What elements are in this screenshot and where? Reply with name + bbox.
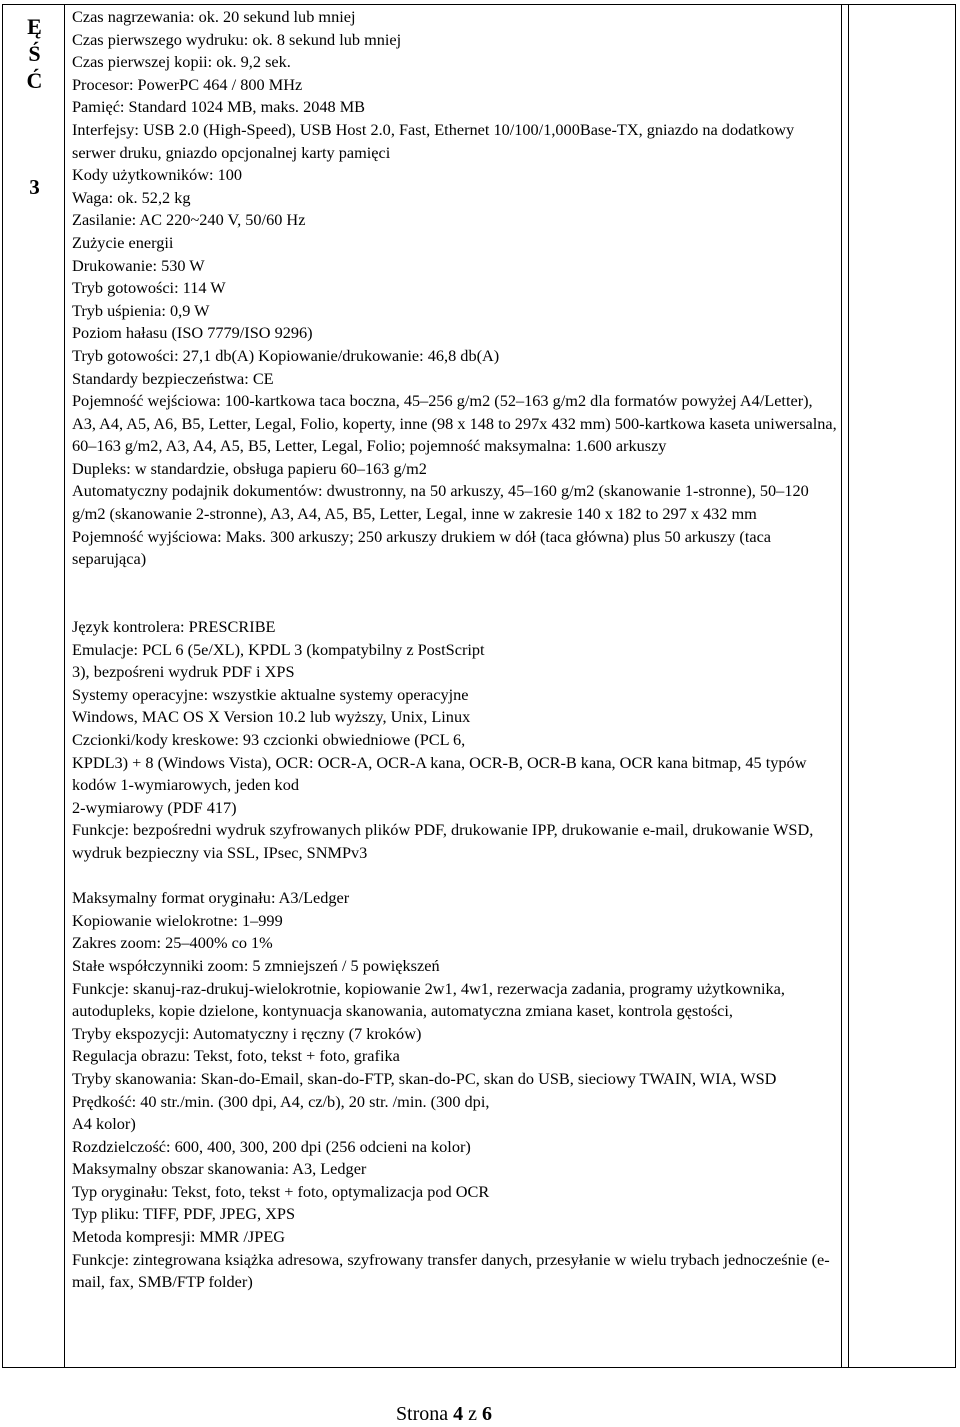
footer-sep: z [468, 1403, 478, 1425]
spec-line: Prędkość: 40 str./min. (300 dpi, A4, cz/b), 20 str. /min. (300 dpi, [72, 1091, 490, 1111]
spec-line: Maksymalny obszar skanowania: A3, Ledger [72, 1159, 367, 1179]
spec-line: Dupleks: w standardzie, obsługa papieru 60‒163 g/m2 [72, 458, 427, 478]
spec-line: Procesor: PowerPC 464 / 800 MHz [72, 74, 303, 94]
spec-line: Funkcje: bezpośredni wydruk szyfrowanych plików PDF, drukowanie IPP, drukowanie e-mail, drukowanie WSD, wydruk bezpieczny via SSL, IPsec, SNMPv3 [72, 820, 814, 862]
spec-line: A4 kolor) [72, 1114, 136, 1134]
spec-line: Poziom hałasu (ISO 7779/ISO 9296) [72, 323, 313, 343]
spec-text [72, 6, 838, 1294]
spec-line: Kody użytkowników: 100 [72, 165, 243, 185]
spec-block-printer [72, 616, 838, 865]
footer-page: 4 [453, 1403, 464, 1425]
footer-total: 6 [482, 1403, 493, 1425]
spec-line: Funkcje: zintegrowana książka adresowa, szyfrowany transfer danych, przesyłanie w wielu trybach jednocześnie (e-mail, fax, SMB/FTP folder) [72, 1249, 830, 1292]
spec-line: Pojemność wyjściowa: Maks. 300 arkuszy; 250 arkuszy drukiem w dół (taca główna) plus 50 arkuszy (taca separująca) [72, 526, 772, 569]
spec-line: KPDL3) + 8 (Windows Vista), OCR: OCR-A, OCR-A kana, OCR-B, OCR-B kana, OCR kana bitmap, 45 typów kodów 1-wymiarowych, jeden kod [72, 752, 807, 795]
spec-line: Typ oryginału: Tekst, foto, tekst + foto, optymalizacja pod OCR [72, 1181, 490, 1201]
spec-line: Emulacje: PCL 6 (5e/XL), KPDL 3 (kompatybilny z PostScript [72, 639, 485, 659]
spec-line: Pojemność wejściowa: 100-kartkowa taca boczna, 45‒256 g/m2 (52‒163 g/m2 dla formatów powyżej A4/Letter), A3, A4, A5, A6, B5, Letter, Legal, Folio, koperty, inne (98 x 148 to 297x 432 mm) 500-kartkowa kaseta uniwersalna, 60‒163 g/m2, A3, A4, A5, B5, Letter, Legal, Folio; pojemność maksymalna: 1.600 arkuszy [72, 391, 837, 456]
spec-block-general [72, 6, 838, 571]
spec-line: Automatyczny podajnik dokumentów: dwustronny, na 50 arkuszy, 45‒160 g/m2 (skanowanie 1-stronne), 50‒120 g/m2 (skanowanie 2-stronne), A3, A4, A5, B5, Letter, Legal, inne w zakresie 140 x 182 to 297 x 432 mm [72, 481, 809, 524]
spec-line: Regulacja obrazu: Tekst, foto, tekst + foto, grafika [72, 1046, 400, 1066]
spec-line: Czas nagrzewania: ok. 20 sekund lub mniej [72, 7, 356, 26]
spec-line: Maksymalny format oryginału: A3/Ledger [72, 888, 350, 908]
spec-line: Typ pliku: TIFF, PDF, JPEG, XPS [72, 1204, 296, 1224]
spec-line: Zasilanie: AC 220~240 V, 50/60 Hz [72, 210, 306, 230]
empty-column [848, 4, 956, 1368]
page-footer [0, 1403, 888, 1426]
row-number: 3 [29, 175, 40, 199]
spec-block-copy-scan [72, 887, 838, 1294]
spec-line: Czas pierwszej kopii: ok. 9,2 sek. [72, 52, 291, 72]
spec-line: Tryb gotowości: 114 W [72, 278, 226, 298]
spec-line: Zużycie energii [72, 232, 174, 252]
marker-letter: Ę [27, 14, 42, 39]
spec-line: Kopiowanie wielokrotne: 1‒999 [72, 910, 283, 930]
marker-letters [3, 13, 66, 94]
spec-line: 3), bezpośreni wydruk PDF i XPS [72, 662, 295, 682]
spec-line: Drukowanie: 530 W [72, 255, 205, 275]
spec-line: Tryby skanowania: Skan-do-Email, skan-do-FTP, skan-do-PC, skan do USB, sieciowy TWAIN, WIA, WSD [72, 1068, 777, 1088]
marker-letter: Ć [26, 68, 43, 93]
marker-letter: Ś [28, 41, 41, 66]
spec-line: Waga: ok. 52,2 kg [72, 187, 191, 207]
spec-line: Pamięć: Standard 1024 MB, maks. 2048 MB [72, 97, 366, 117]
spec-line: Czcionki/kody kreskowe: 93 czcionki obwiedniowe (PCL 6, [72, 730, 466, 749]
spec-line: Rozdzielczość: 600, 400, 300, 200 dpi (256 odcieni na kolor) [72, 1136, 471, 1156]
spec-line: Czas pierwszego wydruku: ok. 8 sekund lub mniej [72, 29, 402, 49]
spec-table [2, 4, 956, 1368]
footer-prefix: Strona [395, 1403, 449, 1425]
spec-line: Funkcje: skanuj-raz-drukuj-wielokrotnie, kopiowanie 2w1, 4w1, rezerwacja zadania, programy użytkownika, autodupleks, kopie dzielone, kontynuacja skanowania, automatyczna zmiana kaset, kontrola gęstości, [72, 978, 785, 1021]
spec-line: Systemy operacyjne: wszystkie aktualne systemy operacyjne [72, 684, 469, 704]
spec-line: Standardy bezpieczeństwa: CE [72, 368, 274, 388]
spec-line: Język kontrolera: PRESCRIBE [72, 617, 276, 637]
spec-line: Metoda kompresji: MMR /JPEG [72, 1227, 286, 1247]
spec-line: Interfejsy: USB 2.0 (High-Speed), USB Host 2.0, Fast, Ethernet 10/100/1,000Base-TX, gniazdo na dodatkowy serwer druku, gniazdo opcjonalnej karty pamięci [72, 119, 795, 162]
spec-line: Zakres zoom: 25‒400% co 1% [72, 933, 273, 953]
spec-line: 2-wymiarowy (PDF 417) [72, 797, 237, 817]
spec-line: Stałe współczynniki zoom: 5 zmniejszeń / 5 powiększeń [72, 955, 440, 975]
spec-line: Tryby ekspozycji: Automatyczny i ręczny (7 kroków) [72, 1023, 422, 1043]
spec-line: Windows, MAC OS X Version 10.2 lub wyższy, Unix, Linux [72, 707, 471, 727]
spec-line: Tryb gotowości: 27,1 db(A) Kopiowanie/drukowanie: 46,8 db(A) [72, 345, 500, 365]
marker-column [2, 4, 65, 1368]
spec-line: Tryb uśpienia: 0,9 W [72, 300, 210, 320]
